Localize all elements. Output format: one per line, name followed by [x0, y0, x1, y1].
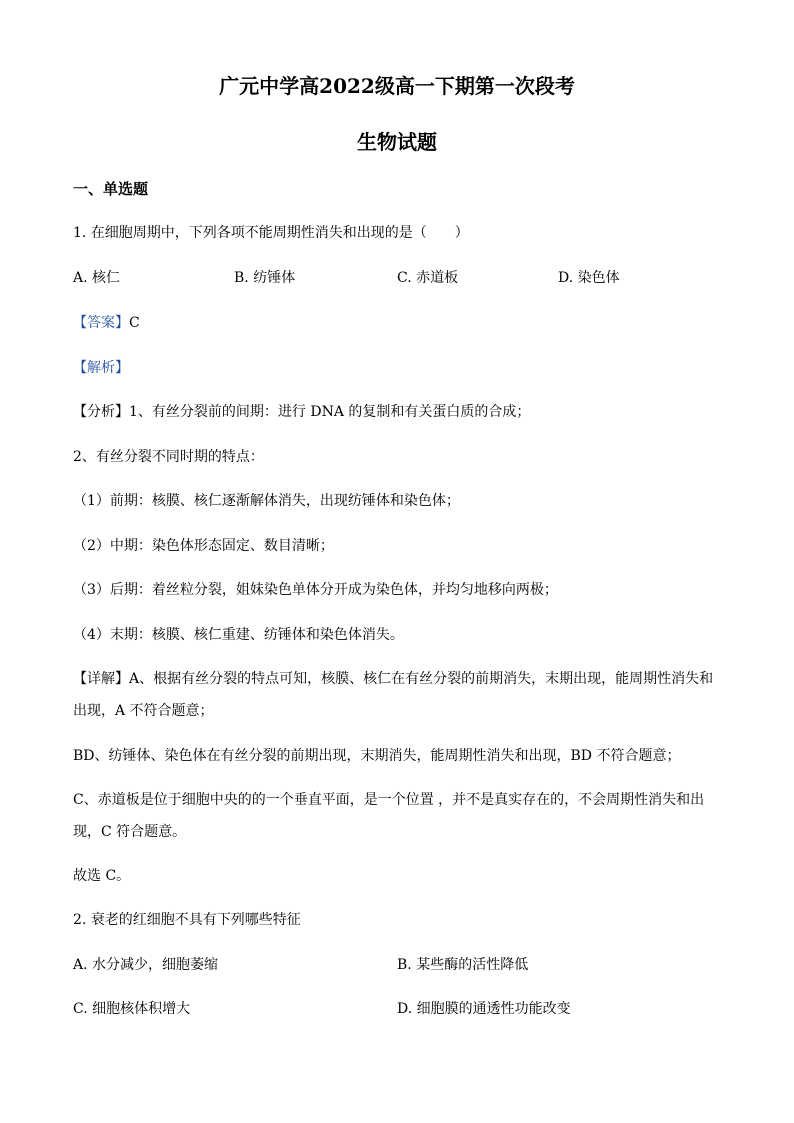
q1-option-b: B. 纺锤体: [234, 270, 296, 286]
q1-stem: 1. 在细胞周期中，下列各项不能周期性消失和出现的是（ ）: [73, 225, 469, 241]
answer-value: C: [129, 315, 140, 331]
q1-answer: [73, 312, 140, 332]
q2-option-a: A. 水分减少，细胞萎缩: [73, 957, 219, 973]
fenxi-paragraph: [73, 401, 530, 421]
fenxi-p6: （4）末期：核膜、核仁重建、纺锤体和染色体消失。: [73, 627, 404, 643]
fenxi-tag: 【分析】: [73, 404, 129, 420]
xiangjie-a-line1: [73, 668, 713, 688]
xiangjie-c-line2: 现，C 符合题意。: [73, 824, 187, 840]
analysis-tag: 【解析】: [73, 360, 129, 376]
page-subtitle: 生物试题: [357, 130, 437, 154]
section-heading: 一、单选题: [73, 180, 149, 198]
q2-option-c: C. 细胞核体积增大: [73, 1001, 191, 1017]
fenxi-text: 1、有丝分裂前的间期：进行 DNA 的复制和有关蛋白质的合成；: [129, 404, 531, 420]
fenxi-p3: （1）前期：核膜、核仁逐渐解体消失，出现纺锤体和染色体；: [73, 493, 460, 509]
page-title: 广元中学高2022级高一下期第一次段考: [219, 74, 575, 98]
xiangjie-a-text1: A、根据有丝分裂的特点可知，核膜、核仁在有丝分裂的前期消失，末期出现，能周期性消失和: [129, 671, 714, 687]
xiangjie-tag: 【详解】: [73, 671, 129, 687]
fenxi-p2: 2、有丝分裂不同时期的特点：: [73, 449, 264, 465]
q1-option-d: D. 染色体: [558, 270, 620, 286]
q1-conclusion: 故选 C。: [73, 868, 131, 884]
answer-tag: 【答案】: [73, 315, 129, 331]
q1-option-a: A. 核仁: [73, 270, 121, 286]
xiangjie-c-line1: C、赤道板是位于细胞中央的的一个垂直平面，是一个位置 ，并不是真实存在的，不会周期性消失和出: [73, 792, 705, 808]
q2-option-b: B. 某些酶的活性降低: [397, 957, 529, 973]
q2-option-d: D. 细胞膜的通透性功能改变: [397, 1001, 571, 1017]
fenxi-p5: （3）后期：着丝粒分裂，姐妹染色单体分开成为染色体，并均匀地移向两极；: [73, 582, 558, 598]
xiangjie-bd: BD、纺锤体、染色体在有丝分裂的前期出现，末期消失，能周期性消失和出现，BD 不符合题意；: [73, 748, 681, 764]
q1-option-c: C. 赤道板: [397, 270, 459, 286]
xiangjie-a-line2: 出现，A 不符合题意；: [73, 703, 214, 719]
fenxi-p4: （2）中期：染色体形态固定、数目清晰；: [73, 538, 334, 554]
q2-stem: 2. 衰老的红细胞不具有下列哪些特征: [73, 912, 301, 928]
